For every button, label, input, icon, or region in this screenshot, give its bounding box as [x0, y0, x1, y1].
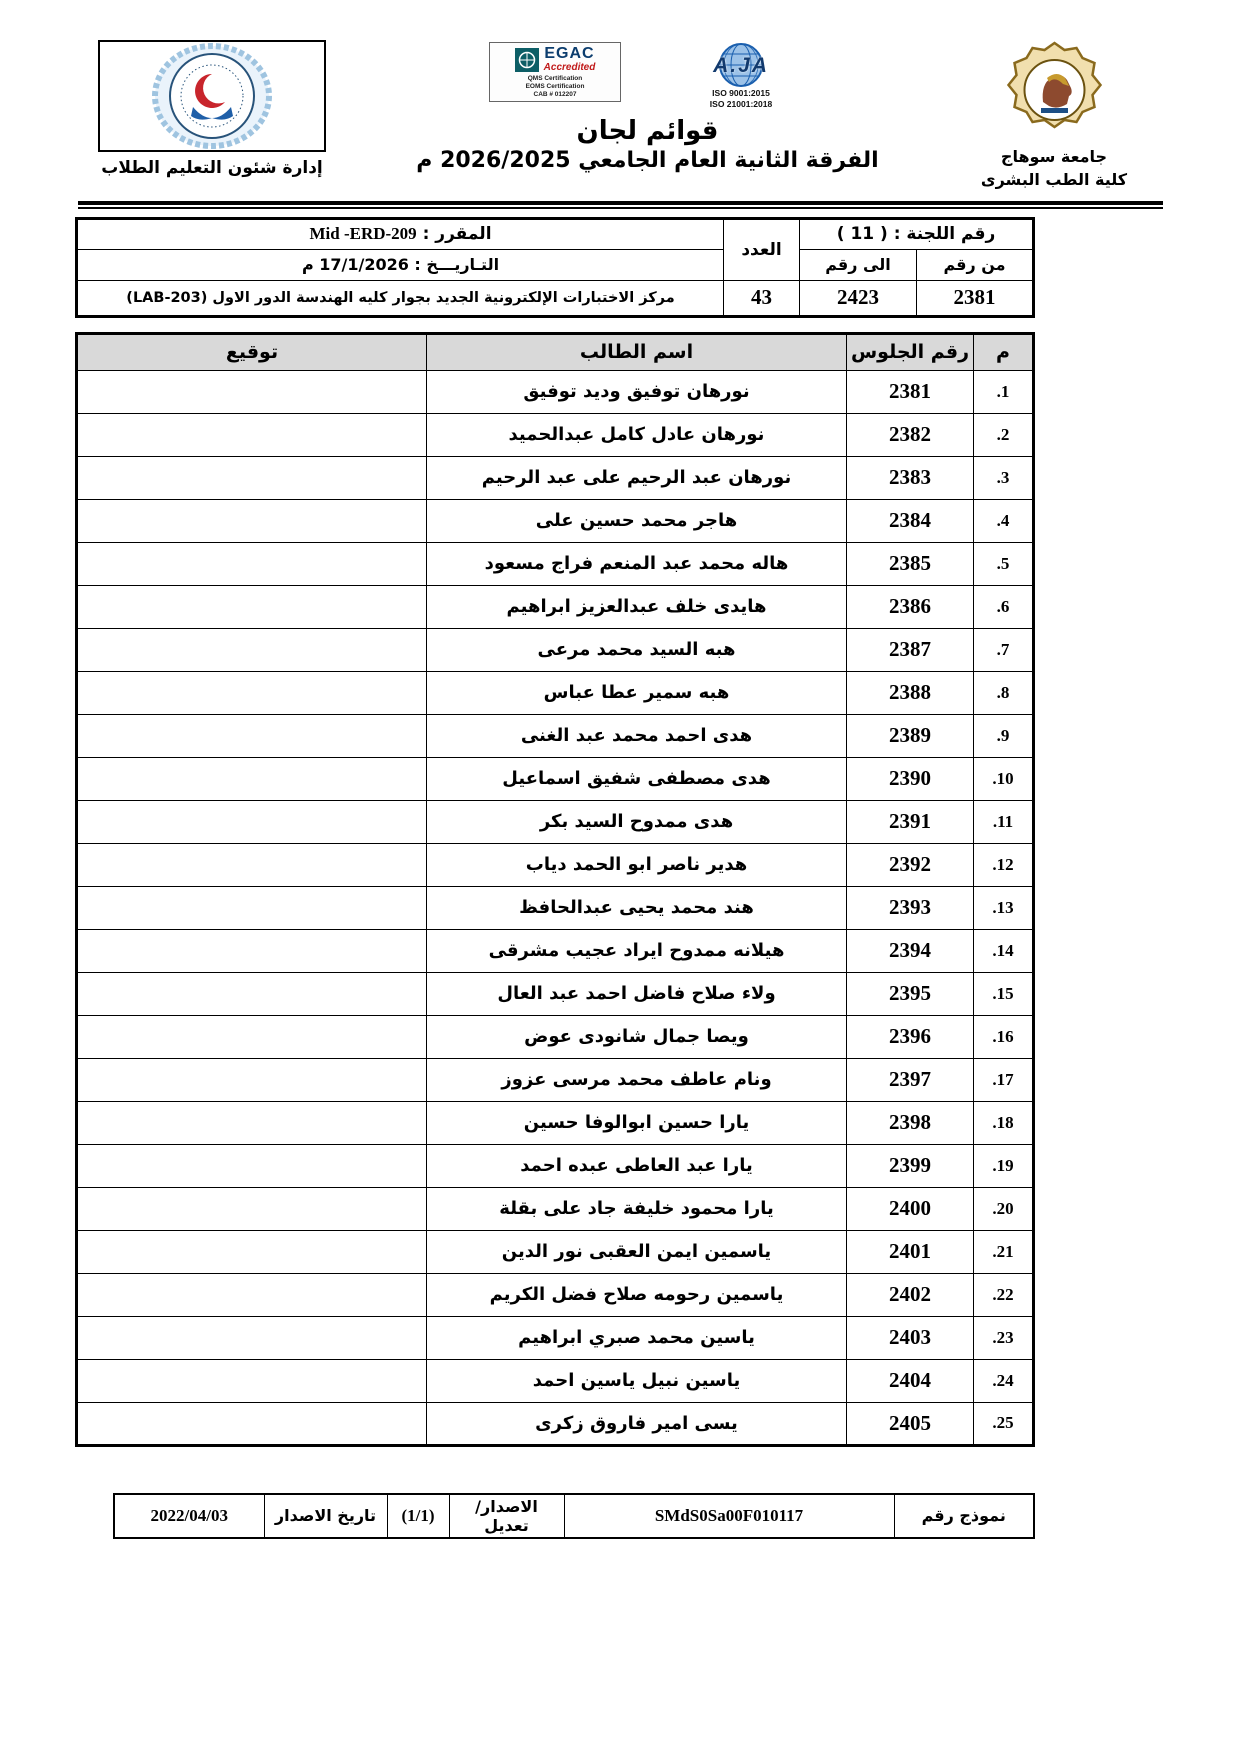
- header-divider: [78, 201, 1163, 209]
- seat-number-cell: 2396: [847, 1015, 974, 1058]
- student-list-table: [75, 332, 1035, 1447]
- seat-number-cell: 2403: [847, 1316, 974, 1359]
- serial-cell: 18.: [974, 1101, 1034, 1144]
- signature-cell: [77, 1359, 427, 1402]
- header-serial: م: [974, 333, 1034, 370]
- egac-cert-line-1: QMS Certification: [527, 75, 583, 82]
- seat-number-cell: 2387: [847, 628, 974, 671]
- student-name-cell: ويصا جمال شانودى عوض: [427, 1015, 847, 1058]
- exam-date-cell: التـاريـــخ : 17/1/2026 م: [77, 249, 724, 280]
- seat-number-cell: 2399: [847, 1144, 974, 1187]
- serial-cell: 16.: [974, 1015, 1034, 1058]
- serial-cell: 23.: [974, 1316, 1034, 1359]
- student-name-cell: هاجر محمد حسين على: [427, 499, 847, 542]
- table-row: [77, 585, 1034, 628]
- seat-number-cell: 2400: [847, 1187, 974, 1230]
- student-name-cell: ياسين نبيل ياسين احمد: [427, 1359, 847, 1402]
- student-name-cell: هدى مصطفى شفيق اسماعيل: [427, 757, 847, 800]
- student-name-cell: هند محمد يحيى عبدالحافظ: [427, 886, 847, 929]
- egac-emblem-icon: [515, 48, 539, 72]
- student-name-cell: هيلانه ممدوح ايراد عجيب مشرقى: [427, 929, 847, 972]
- seat-number-cell: 2385: [847, 542, 974, 585]
- seat-number-cell: 2381: [847, 370, 974, 413]
- serial-cell: 3.: [974, 456, 1034, 499]
- table-row: [77, 757, 1034, 800]
- signature-cell: [77, 843, 427, 886]
- egac-cert-lines: [494, 75, 616, 99]
- signature-cell: [77, 1230, 427, 1273]
- seat-number-cell: 2382: [847, 413, 974, 456]
- table-row: [77, 671, 1034, 714]
- count-value: 43: [724, 280, 800, 316]
- exam-location-cell: مركز الاختبارات الإلكترونية الجديد بجوار كليه الهندسة الدور الاول (LAB-203): [77, 280, 724, 316]
- student-name-cell: يارا حسين ابوالوفا حسين: [427, 1101, 847, 1144]
- serial-cell: 5.: [974, 542, 1034, 585]
- serial-cell: 25.: [974, 1402, 1034, 1445]
- student-name-cell: هدى احمد محمد عبد الغنى: [427, 714, 847, 757]
- signature-cell: [77, 671, 427, 714]
- serial-cell: 11.: [974, 800, 1034, 843]
- signature-cell: [77, 370, 427, 413]
- seat-number-cell: 2384: [847, 499, 974, 542]
- to-number-label: الى رقم: [800, 249, 917, 280]
- table-row: [77, 1402, 1034, 1445]
- signature-cell: [77, 757, 427, 800]
- table-row: [77, 456, 1034, 499]
- issue-date-value: 2022/04/03: [114, 1494, 264, 1538]
- document-header: [78, 40, 1163, 191]
- serial-cell: 22.: [974, 1273, 1034, 1316]
- seat-number-cell: 2405: [847, 1402, 974, 1445]
- faculty-of-medicine-seal-icon: [150, 43, 274, 149]
- aja-globe-wrap: [676, 42, 806, 88]
- serial-cell: 4.: [974, 499, 1034, 542]
- signature-cell: [77, 886, 427, 929]
- seat-number-cell: 2390: [847, 757, 974, 800]
- signature-cell: [77, 413, 427, 456]
- seat-number-cell: 2389: [847, 714, 974, 757]
- signature-cell: [77, 499, 427, 542]
- table-row: [77, 499, 1034, 542]
- course-cell: [77, 218, 724, 249]
- table-row: [77, 1101, 1034, 1144]
- student-name-cell: هايدى خلف عبدالعزيز ابراهيم: [427, 585, 847, 628]
- committee-number-cell: رقم اللجنة : ( 11 ): [800, 218, 1034, 249]
- aja-name: A.JA: [713, 54, 769, 77]
- serial-cell: 21.: [974, 1230, 1034, 1273]
- serial-cell: 2.: [974, 413, 1034, 456]
- seat-number-cell: 2398: [847, 1101, 974, 1144]
- seat-number-cell: 2394: [847, 929, 974, 972]
- seat-number-cell: 2395: [847, 972, 974, 1015]
- table-row: [77, 1359, 1034, 1402]
- table-row: [77, 714, 1034, 757]
- egac-accreditation-logo: [489, 42, 621, 102]
- egac-cert-line-2: EOMS Certification: [525, 83, 585, 91]
- seat-number-cell: 2404: [847, 1359, 974, 1402]
- egac-cert-line-3: CAB # 012207: [533, 91, 577, 99]
- serial-cell: 13.: [974, 886, 1034, 929]
- version-label: الاصدار/تعديل: [449, 1494, 564, 1538]
- table-row: [77, 628, 1034, 671]
- exam-info-table: [75, 217, 1035, 318]
- serial-cell: 12.: [974, 843, 1034, 886]
- course-value: Mid -ERD-209: [309, 224, 417, 244]
- student-name-cell: نورهان عادل كامل عبدالحميد: [427, 413, 847, 456]
- student-name-cell: ياسمين رحومه صلاح فضل الكريم: [427, 1273, 847, 1316]
- students-education-admin-block: [98, 40, 326, 178]
- table-row: [77, 886, 1034, 929]
- signature-cell: [77, 1316, 427, 1359]
- signature-cell: [77, 585, 427, 628]
- serial-cell: 7.: [974, 628, 1034, 671]
- signature-cell: [77, 542, 427, 585]
- egac-top: [494, 46, 616, 73]
- admin-caption: إدارة شئون التعليم الطلاب: [101, 158, 323, 178]
- issue-date-label: تاريخ الاصدار: [264, 1494, 387, 1538]
- table-header-row: [77, 333, 1034, 370]
- seat-number-cell: 2383: [847, 456, 974, 499]
- seat-number-cell: 2392: [847, 843, 974, 886]
- seat-number-cell: 2402: [847, 1273, 974, 1316]
- table-row: [77, 542, 1034, 585]
- aja-iso-line-2: ISO 21001:2018: [709, 99, 773, 110]
- table-row: [77, 413, 1034, 456]
- from-number-label: من رقم: [917, 249, 1034, 280]
- serial-cell: 9.: [974, 714, 1034, 757]
- document-subtitle: الفرقة الثانية العام الجامعي 2026/2025 م: [416, 148, 879, 174]
- signature-cell: [77, 1144, 427, 1187]
- document-title: قوائم لجان: [576, 116, 719, 147]
- serial-cell: 17.: [974, 1058, 1034, 1101]
- signature-cell: [77, 972, 427, 1015]
- egac-accredited-label: Accredited: [543, 62, 596, 73]
- header-student-name: اسم الطالب: [427, 333, 847, 370]
- seat-number-cell: 2386: [847, 585, 974, 628]
- serial-cell: 6.: [974, 585, 1034, 628]
- table-row: [77, 1273, 1034, 1316]
- signature-cell: [77, 1187, 427, 1230]
- student-name-cell: ونام عاطف محمد مرسى عزوز: [427, 1058, 847, 1101]
- signature-cell: [77, 1015, 427, 1058]
- signature-cell: [77, 628, 427, 671]
- signature-cell: [77, 1273, 427, 1316]
- table-row: [77, 843, 1034, 886]
- seat-number-cell: 2393: [847, 886, 974, 929]
- student-name-cell: يارا محمود خليفة جاد على بقلة: [427, 1187, 847, 1230]
- table-row: [77, 929, 1034, 972]
- from-number-value: 2381: [917, 280, 1034, 316]
- table-row: [77, 1015, 1034, 1058]
- signature-cell: [77, 714, 427, 757]
- student-name-cell: هاله محمد عبد المنعم فراج مسعود: [427, 542, 847, 585]
- serial-cell: 15.: [974, 972, 1034, 1015]
- table-row: [77, 1230, 1034, 1273]
- table-row: [77, 1058, 1034, 1101]
- serial-cell: 10.: [974, 757, 1034, 800]
- version-value: (1/1): [387, 1494, 449, 1538]
- form-footer-table: [113, 1493, 1035, 1539]
- serial-cell: 8.: [974, 671, 1034, 714]
- header-center-block: [326, 40, 969, 173]
- student-name-cell: ياسمين ايمن العقبى نور الدين: [427, 1230, 847, 1273]
- table-row: [77, 1316, 1034, 1359]
- signature-cell: [77, 929, 427, 972]
- table-row: [77, 1144, 1034, 1187]
- sohag-university-logo: [1007, 40, 1102, 140]
- signature-cell: [77, 456, 427, 499]
- signature-cell: [77, 800, 427, 843]
- seat-number-cell: 2388: [847, 671, 974, 714]
- faculty-seal-box: [98, 40, 326, 152]
- signature-cell: [77, 1402, 427, 1445]
- student-name-cell: يارا عبد العاطى عبده احمد: [427, 1144, 847, 1187]
- student-name-cell: يسى امير فاروق زكرى: [427, 1402, 847, 1445]
- faculty-name: كلية الطب البشرى: [980, 169, 1128, 189]
- count-label-cell: العدد: [724, 218, 800, 280]
- university-name: جامعة سوهاج: [1000, 147, 1108, 166]
- student-name-cell: نورهان توفيق وديد توفيق: [427, 370, 847, 413]
- egac-name: EGAC: [544, 45, 595, 62]
- course-label: المقرر :: [422, 224, 492, 245]
- student-name-cell: هدى ممدوح السيد بكر: [427, 800, 847, 843]
- form-number-label: نموذج رقم: [894, 1494, 1034, 1538]
- table-row: [77, 800, 1034, 843]
- serial-cell: 19.: [974, 1144, 1034, 1187]
- header-signature: توقيع: [77, 333, 427, 370]
- serial-cell: 1.: [974, 370, 1034, 413]
- seat-number-cell: 2391: [847, 800, 974, 843]
- accreditation-logos-row: [326, 42, 969, 110]
- signature-cell: [77, 1101, 427, 1144]
- table-row: [77, 1187, 1034, 1230]
- student-name-cell: هبه سمير عطا عباس: [427, 671, 847, 714]
- aja-iso-logo: [676, 42, 806, 110]
- seat-number-cell: 2401: [847, 1230, 974, 1273]
- student-rows: [77, 370, 1034, 1445]
- serial-cell: 24.: [974, 1359, 1034, 1402]
- student-name-cell: ولاء صلاح فاضل احمد عبد العال: [427, 972, 847, 1015]
- student-name-cell: ياسين محمد صبري ابراهيم: [427, 1316, 847, 1359]
- signature-cell: [77, 1058, 427, 1101]
- to-number-value: 2423: [800, 280, 917, 316]
- table-row: [77, 370, 1034, 413]
- aja-iso-line-1: ISO 9001:2015: [712, 88, 770, 98]
- university-block: [969, 40, 1139, 191]
- table-row: [77, 972, 1034, 1015]
- seat-number-cell: 2397: [847, 1058, 974, 1101]
- header-seat-number: رقم الجلوس: [847, 333, 974, 370]
- student-name-cell: هدير ناصر ابو الحمد دياب: [427, 843, 847, 886]
- form-number-value: SMdS0Sa00F010117: [564, 1494, 894, 1538]
- serial-cell: 14.: [974, 929, 1034, 972]
- student-name-cell: هبه السيد محمد مرعى: [427, 628, 847, 671]
- student-name-cell: نورهان عبد الرحيم على عبد الرحيم: [427, 456, 847, 499]
- serial-cell: 20.: [974, 1187, 1034, 1230]
